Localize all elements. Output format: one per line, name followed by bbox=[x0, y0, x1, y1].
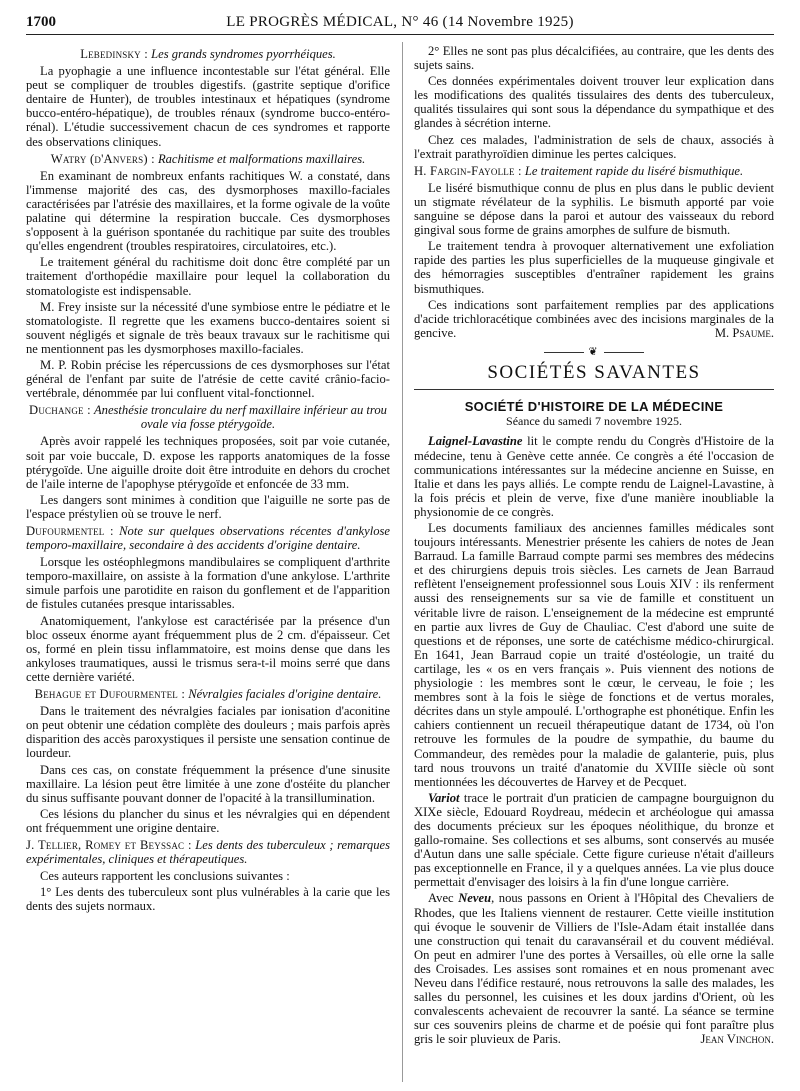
abstract-heading bbox=[26, 403, 390, 431]
paragraph-text: , nous passons en Orient à l'Hôpital des Chevaliers de Rhodes, que les Italiens viennent de restaurer. Cette vieille institution qui évoque le souvenir de Villiers de l'Isle-Adam était installée dans une construction qui tenait du caravansérail et du couvent médiéval. On peut en admirer l'une des portes à Versailles, où elle orne la salle des Croisades. Les assises sont romaines et en nous promenant avec Neveu dans l'édifice restauré, nous retrouvons la salle des malades, les salles du personnel, les cuisines et les doux jardins d'Orient, où les convalescents achevaient de recouvrer la santé. La séance se termine sur ces souvenirs pleins de charme et de poésie qui font paraître plus gris le soir pluvieux de Paris. bbox=[414, 891, 774, 1047]
running-header bbox=[26, 10, 774, 35]
abstract-author: H. Fargin-Fayolle : bbox=[414, 163, 522, 178]
paragraph: Anatomiquement, l'ankylose est caractérisée par la présence d'un bloc osseux énorme ayant fréquemment plus de 2 cm. d'épaisseur. Cet os, formé en plein tissu inflammatoire, est moins dense que dans les ankyloses traumatiques, aussi le trismus sera-t-il moins serré que dans cette dernière variété. bbox=[26, 613, 390, 684]
paragraph: Le liséré bismuthique connu de plus en plus dans le public devient un stigmate révélateur de la syphilis. Le bismuth apporté par voie sanguine se dépose dans la paroi et autour des vaisseaux du rebord gingival sous forme de grains amorphes de sulfure de bismuth. bbox=[414, 180, 774, 238]
abstract-title: Les grands syndromes pyorrhéiques. bbox=[151, 47, 336, 61]
abstract-heading bbox=[26, 47, 390, 61]
paragraph: La pyophagie a une influence incontestable sur l'état général. Elle peut se compliquer de troubles digestifs. (gastrite septique d'orifice dentaire de Hunter), de troubles intestinaux et hépatiques (syndrome bucco-entéro-hépatique), de troubles rénaux (syndrome bucco-entéro-rénal). L'étudie successivement chacun de ces syndromes et rapporte des observations cliniques. bbox=[26, 64, 390, 149]
paragraph: Le traitement tendra à provoquer alternativement une exfoliation rapide des parties les plus superficielles de la muqueuse gingivale et des hémorragies susceptibles d'entraîner rapidement les grains bismuthiques. bbox=[414, 239, 774, 296]
abstract-author: Dufourmentel : bbox=[26, 524, 114, 538]
abstract-heading bbox=[26, 687, 390, 701]
society-name: SOCIÉTÉ D'HISTOIRE DE LA MÉDECINE bbox=[464, 399, 724, 415]
paragraph: M. P. Robin précise les répercussions de ces dysmorphoses sur l'état général de l'enfant par suite de l'atrésie de cette cavité crânio-facio-vertébrale, dénommée par lui confluent vital-fonctionnel. bbox=[26, 357, 390, 401]
abstract-heading bbox=[414, 164, 774, 178]
paragraph-text: Avec bbox=[428, 891, 454, 906]
abstract-title: Note sur quelques observations récentes d'ankylose temporo-maxillaire, secondaire à des accidents d'origine dentaire. bbox=[26, 524, 390, 553]
speaker-name: Variot bbox=[428, 790, 460, 805]
left-column bbox=[26, 44, 390, 1084]
section-divider: ❦ bbox=[414, 346, 774, 358]
paragraph: Les dangers sont minimes à condition que l'aiguille ne sorte pas de l'espace préstylien où se trouve le nerf. bbox=[26, 492, 390, 521]
paragraph: Chez ces malades, l'administration de sels de chaux, associés à l'extrait parathyroïdien diminue les pertes calciques. bbox=[414, 132, 774, 161]
seance-date: Séance du samedi 7 novembre 1925. bbox=[506, 414, 682, 428]
paragraph: Lorsque les ostéophlegmons mandibulaires se compliquent d'arthrite temporo-maxillaire, on assiste à la formation d'une ankylose. L'arthrite simule parfois une parotidite en raison du gonflement et de l'apparition de fistules cutanées presque intarissables. bbox=[26, 555, 390, 612]
page-number: 1700 bbox=[26, 14, 56, 30]
paragraph: Après avoir rappelé les techniques proposées, soit par voie cutanée, soit par voie buccale, D. expose les rapports anatomiques de la fosse ptérygoïde. Une aiguille droite doit être introduite en dehors du crochet de l'aile interne de l'apophyse ptérygoïde et enfoncée de 33 mm. bbox=[26, 434, 390, 491]
paragraph: Ces données expérimentales doivent trouver leur explication dans les modifications des qualités tissulaires des dents des tuberculeux, qualités tissulaires qui sont sous la dépendance du sympathique et des glandes à sécrétion interne. bbox=[414, 74, 774, 131]
section-title: SOCIÉTÉS SAVANTES bbox=[414, 362, 774, 390]
paragraph-text: Ces indications sont parfaitement remplies par des applications d'acide trichloracétique combinées avec des incisions marginales de la gencive. bbox=[414, 297, 774, 340]
paragraph bbox=[414, 298, 774, 340]
paragraph bbox=[414, 434, 774, 519]
signature: M. Psaume. bbox=[714, 325, 774, 340]
abstract-title: Anesthésie tronculaire du nerf maxillaire inférieur au trou ovale via fosse ptérygoïde. bbox=[93, 403, 387, 432]
paragraph-text: trace le portrait d'un praticien de campagne bourguignon du XIXe siècle, Edouard Roydreau, médecin et archéologue qui amassa des documents précieux sur les époques néolithique, du bronze et gallo-romaine. Ses collections et ses albums, sont conservés au musée d'Autun dans une salle spéciale. Cette figure curieuse n'était d'ailleurs pas exceptionnelle en France, il y a quelques années. La vie plus douce permettait d'envisager des loisirs à la fin d'une longue carrière. bbox=[414, 790, 774, 890]
right-column bbox=[414, 44, 774, 1084]
paragraph bbox=[414, 791, 774, 890]
paragraph: M. Frey insiste sur la nécessité d'une symbiose entre le pédiatre et le stomatologiste. Il regrette que les examens bucco-dentaires soient si souvent négligés et signale de très beaux travaux sur le rachitisme qui ne mentionnent pas les dysmorphoses maxillo-faciales. bbox=[26, 299, 390, 356]
paragraph: 2° Elles ne sont pas plus décalcifiées, au contraire, que les dents des sujets sains. bbox=[414, 44, 774, 73]
abstract-author: Lebedinsky : bbox=[80, 47, 148, 61]
abstract-title: Les dents des tuberculeux ; remarques expérimentales, cliniques et thérapeutiques. bbox=[26, 837, 390, 867]
paragraph: Le traitement général du rachitisme doit donc être complété par un traitement d'orthopédie maxillaire pour lequel la collaboration du stomatologiste est indispensable. bbox=[26, 255, 390, 298]
paragraph-text: lit le compte rendu du Congrès d'Histoire de la médecine, tenu à Genève cette année. Ce congrès a été l'occasion de communications intéressantes sur la médecine ancienne en Suisse, en Italie et dans les pays alliés. Le compte rendu de Laignel-Lavastine, à la fois précis et plein de verve, fixe d'une manière inoubliable la physionomie de ce congrès. bbox=[414, 434, 774, 519]
paragraph: Ces lésions du plancher du sinus et les névralgies qui en dépendent ont fréquemment une origine dentaire. bbox=[26, 806, 390, 835]
abstract-author: Behague et Dufourmentel : bbox=[34, 687, 186, 702]
abstract-heading bbox=[26, 524, 390, 552]
signature: Jean Vinchon. bbox=[700, 1032, 774, 1047]
paragraph: Ces auteurs rapportent les conclusions suivantes : bbox=[40, 869, 290, 884]
paragraph: 1° Les dents des tuberculeux sont plus vulnérables à la carie que les dents des sujets normaux. bbox=[26, 885, 390, 914]
paragraph: Dans ces cas, on constate fréquemment la présence d'une sinusite maxillaire. La lésion peut être limitée à une zone d'ostéite du plancher du sinus suffisante pouvant donner de l'opacité à la transillumination. bbox=[26, 762, 390, 805]
abstract-author: J. Tellier, Romey et Beyssac : bbox=[26, 837, 192, 852]
paragraph: Les documents familiaux des anciennes familles médicales sont toujours intéressants. Menestrier présente les cahiers de notes de Jean Barraud. La famille Barraud compte parmi ses membres des médecins et des chirurgiens depuis trois siècles. Les carnets de Jean Barraud reflètent l'enseignement professionnel sous Louis XIV : ils renferment aussi des renseignements sur sa vie de famille et constituent un véritable livre de raison. L'enseignement de la médecine est emprunté en partie aux livres de Guy de Chauliac. C'est d'abord une suite de questions et de réponses, une sorte de catéchisme médico-chirurgical. En 1641, Jean Barraud copie un traité d'ostéologie, un traité du cartilage, les « os en vers français ». Puis viennent des notions de physiologie : les membres sont le cœur, le cerveau, le foie ; les membres sont à la fois le siège de fonctions et de vertus morales, décrites dans un style ampoulé. L'orthographe est phonétique. Enfin les cahiers contiennent un recueil thérapeutique datant de 1734, où l'on retrouve les formules de la poudre de sympathie, du baume du Commandeur, des remèdes pour la maladie de galanterie, puis, plus tard nous trouvons un traité d'anatomie du XVIIIe siècle où sont mentionnées les découvertes de Harvey et de Pecquet. bbox=[414, 521, 774, 789]
abstract-author: Watry (d'Anvers) : bbox=[50, 151, 155, 166]
abstract-heading bbox=[26, 838, 390, 866]
paragraph: Dans le traitement des névralgies faciales par ionisation d'aconitine on peut obtenir une cédation complète des douleurs ; mais parfois après disparition des accès paroxystiques il persiste une sensation continue de lourdeur. bbox=[26, 704, 390, 761]
abstract-heading bbox=[26, 152, 390, 166]
paragraph: En examinant de nombreux enfants rachitiques W. a constaté, dans l'immense majorité des cas, des dysmorphoses maxillo-faciales caractérisées par l'atrésie des maxillaires, et la forme ogivale de la voûte palatine qui détermine la respiration buccale. Ces dysmorphoses s'opposent à la guérison spontanée du rachitique par suite des troubles qu'elles engendrent (troubles respiratoires, circulatoires, etc.). bbox=[26, 168, 390, 254]
paragraph bbox=[414, 891, 774, 1046]
abstract-title: Rachitisme et malformations maxillaires. bbox=[157, 151, 366, 166]
abstract-title: Le traitement rapide du liséré bismuthique. bbox=[524, 163, 744, 178]
abstract-title: Névralgies faciales d'origine dentaire. bbox=[188, 687, 382, 702]
column-rule bbox=[402, 42, 403, 1082]
journal-title: LE PROGRÈS MÉDICAL, N° 46 (14 Novembre 1925) bbox=[226, 14, 574, 30]
abstract-author: Duchange : bbox=[29, 403, 91, 418]
speaker-name: Neveu bbox=[458, 891, 492, 906]
speaker-name: Laignel-Lavastine bbox=[428, 434, 523, 449]
